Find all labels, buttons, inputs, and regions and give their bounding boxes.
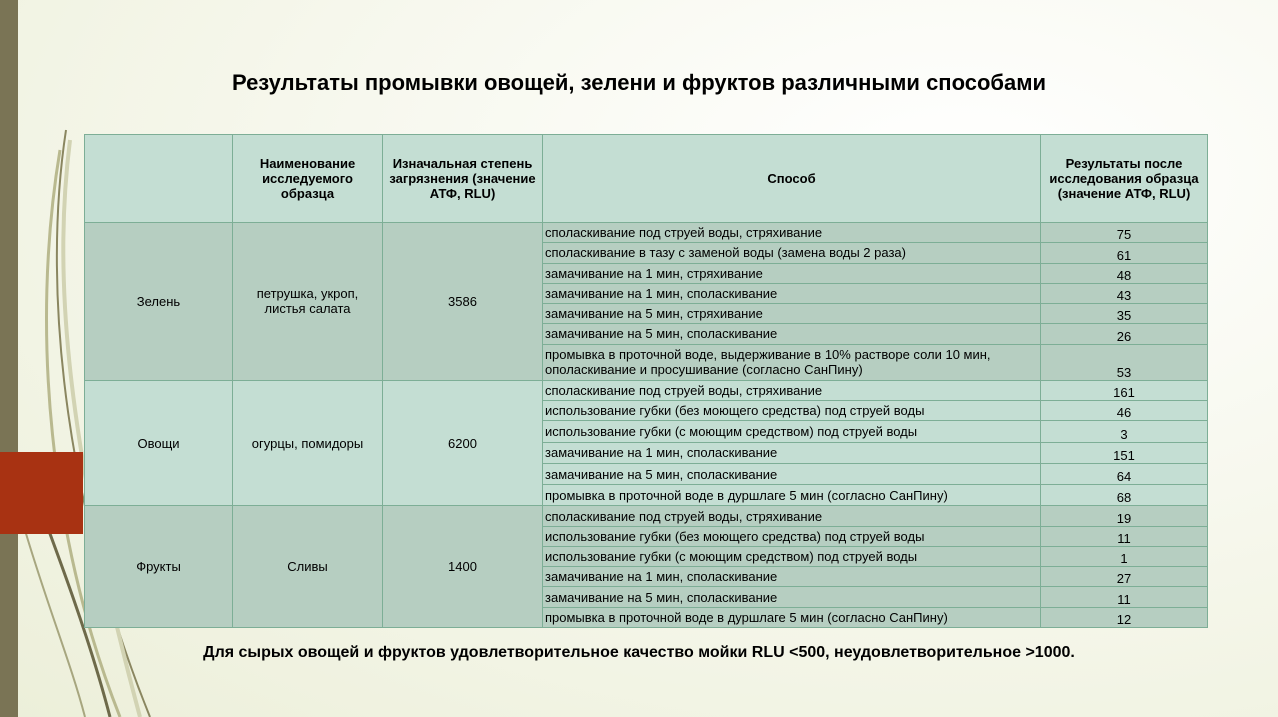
result-cell: 53 xyxy=(1041,344,1208,380)
result-cell: 43 xyxy=(1041,283,1208,303)
method-cell: споласкивание в тазу с заменой воды (замена воды 2 раза) xyxy=(543,243,1041,263)
result-cell: 75 xyxy=(1041,223,1208,243)
header-sample: Наименование исследуемого образца xyxy=(233,135,383,223)
result-cell: 26 xyxy=(1041,324,1208,344)
table-header-row xyxy=(85,135,1208,223)
sample-cell: Сливы xyxy=(233,506,383,628)
result-cell: 35 xyxy=(1041,304,1208,324)
header-result: Результаты после исследования образца (значение АТФ, RLU) xyxy=(1041,135,1208,223)
method-cell: замачивание на 5 мин, споласкивание xyxy=(543,463,1041,484)
result-cell: 12 xyxy=(1041,607,1208,627)
group-name-cell: Овощи xyxy=(85,380,233,506)
group-name-cell: Фрукты xyxy=(85,506,233,628)
method-cell: использование губки (без моющего средства) под струей воды xyxy=(543,401,1041,421)
result-cell: 64 xyxy=(1041,463,1208,484)
initial-value-cell: 3586 xyxy=(383,223,543,381)
method-cell: промывка в проточной воде, выдерживание в 10% растворе соли 10 мин, ополаскивание и просушивание (согласно СанПину) xyxy=(543,344,1041,380)
header-group xyxy=(85,135,233,223)
sample-cell: огурцы, помидоры xyxy=(233,380,383,506)
table-row xyxy=(85,223,1208,243)
method-cell: замачивание на 1 мин, стряхивание xyxy=(543,263,1041,283)
method-cell: замачивание на 5 мин, споласкивание xyxy=(543,587,1041,607)
result-cell: 11 xyxy=(1041,587,1208,607)
initial-value-cell: 6200 xyxy=(383,380,543,506)
header-method: Способ xyxy=(543,135,1041,223)
method-cell: споласкивание под струей воды, стряхивание xyxy=(543,506,1041,526)
result-cell: 19 xyxy=(1041,506,1208,526)
method-cell: использование губки (с моющим средством) под струей воды xyxy=(543,421,1041,442)
result-cell: 48 xyxy=(1041,263,1208,283)
method-cell: споласкивание под струей воды, стряхивание xyxy=(543,223,1041,243)
result-cell: 46 xyxy=(1041,401,1208,421)
slide-title: Результаты промывки овощей, зелени и фруктов различными способами xyxy=(231,70,1047,95)
red-accent-block xyxy=(0,452,83,534)
method-cell: промывка в проточной воде в дуршлаге 5 мин (согласно СанПину) xyxy=(543,607,1041,627)
table-row xyxy=(85,380,1208,400)
method-cell: замачивание на 1 мин, споласкивание xyxy=(543,283,1041,303)
result-cell: 68 xyxy=(1041,485,1208,506)
method-cell: замачивание на 1 мин, споласкивание xyxy=(543,442,1041,463)
result-cell: 11 xyxy=(1041,526,1208,546)
header-initial: Изначальная степень загрязнения (значение АТФ, RLU) xyxy=(383,135,543,223)
group-name-cell: Зелень xyxy=(85,223,233,381)
method-cell: использование губки (без моющего средства) под струей воды xyxy=(543,526,1041,546)
result-cell: 3 xyxy=(1041,421,1208,442)
method-cell: замачивание на 1 мин, споласкивание xyxy=(543,567,1041,587)
result-cell: 161 xyxy=(1041,380,1208,400)
method-cell: замачивание на 5 мин, стряхивание xyxy=(543,304,1041,324)
result-cell: 61 xyxy=(1041,243,1208,263)
initial-value-cell: 1400 xyxy=(383,506,543,628)
result-cell: 1 xyxy=(1041,546,1208,566)
method-cell: промывка в проточной воде в дуршлаге 5 мин (согласно СанПину) xyxy=(543,485,1041,506)
method-cell: замачивание на 5 мин, споласкивание xyxy=(543,324,1041,344)
result-cell: 151 xyxy=(1041,442,1208,463)
results-table xyxy=(84,134,1208,628)
footnote: Для сырых овощей и фруктов удовлетворительное качество мойки RLU <500, неудовлетворительное >1000. xyxy=(203,644,1075,661)
sample-cell: петрушка, укроп, листья салата xyxy=(233,223,383,381)
table-row xyxy=(85,506,1208,526)
result-cell: 27 xyxy=(1041,567,1208,587)
method-cell: споласкивание под струей воды, стряхивание xyxy=(543,380,1041,400)
method-cell: использование губки (с моющим средством) под струей воды xyxy=(543,546,1041,566)
